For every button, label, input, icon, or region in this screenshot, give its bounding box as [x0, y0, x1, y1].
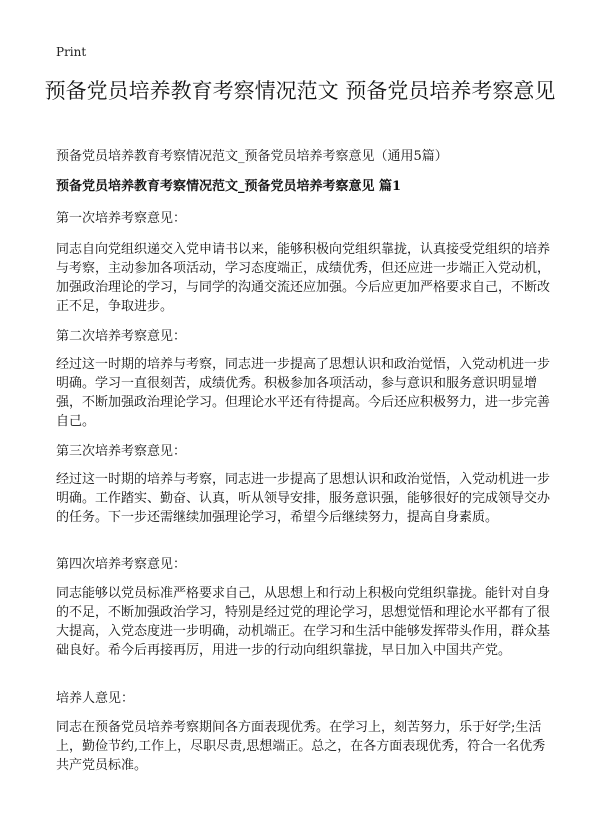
block-2-label: 第二次培养考察意见：	[56, 329, 187, 344]
block-1-label: 第一次培养考察意见：	[56, 211, 187, 226]
block-3-label: 第三次培养考察意见：	[56, 444, 187, 459]
document-subtitle: 预备党员培养教育考察情况范文_预备党员培养考察意见（通用5篇）	[56, 149, 448, 164]
block-3-paragraph: 经过这一时期的培养与考察，同志进一步提高了思想认识和政治觉悟，入党动机进一步明确。工作踏实、勤奋、认真，听从领导安排，服务意识强，能够很好的完成领导交办的任务。下一步还需继续加强理论学习，希望今后继续努力，提高自身素质。	[56, 472, 551, 525]
block-4-paragraph: 同志能够以党员标准严格要求自己，从思想上和行动上积极向党组织靠拢。能针对自身的不足，不断加强政治学习，特别是经过党的理论学习，思想觉悟和理论水平都有了很大提高，入党态度进一步明确，动机端正。在学习和生活中能够发挥带头作用，群众基础良好。希今后再接再厉，用进一步的行动向组织靠拢，早日加入中国共产党。	[56, 586, 551, 658]
block-5-label: 培养人意见：	[56, 691, 135, 706]
block-4-label: 第四次培养考察意见：	[56, 557, 187, 572]
print-link[interactable]: Print	[56, 45, 87, 59]
block-2-paragraph: 经过这一时期的培养与考察，同志进一步提高了思想认识和政治觉悟，入党动机进一步明确。学习一直很刻苦，成绩优秀。积极参加各项活动，参与意识和服务意识明显增强，不断加强政治理论学习。但理论水平还有待提高。今后还应积极努力，进一步完善自己。	[56, 357, 551, 429]
section-heading: 预备党员培养教育考察情况范文_预备党员培养考察意见 篇1	[56, 179, 402, 194]
block-1-paragraph: 同志自向党组织递交入党申请书以来，能够积极向党组织靠拢，认真接受党组织的培养与考察，主动参加各项活动，学习态度端正，成绩优秀，但还应进一步端正入党动机，加强政治理论的学习，与同学的沟通交流还应加强。今后应更加严格要求自己，不断改正不足，争取进步。	[56, 242, 551, 314]
page-title: 预备党员培养教育考察情况范文 预备党员培养考察意见	[44, 79, 556, 103]
block-5-paragraph: 同志在预备党员培养考察期间各方面表现优秀。在学习上，刻苦努力，乐于好学;生活上，勤俭节约,工作上，尽职尽责,思想端正。总之，在各方面表现优秀，符合一名优秀共产党员标准。	[56, 720, 546, 773]
